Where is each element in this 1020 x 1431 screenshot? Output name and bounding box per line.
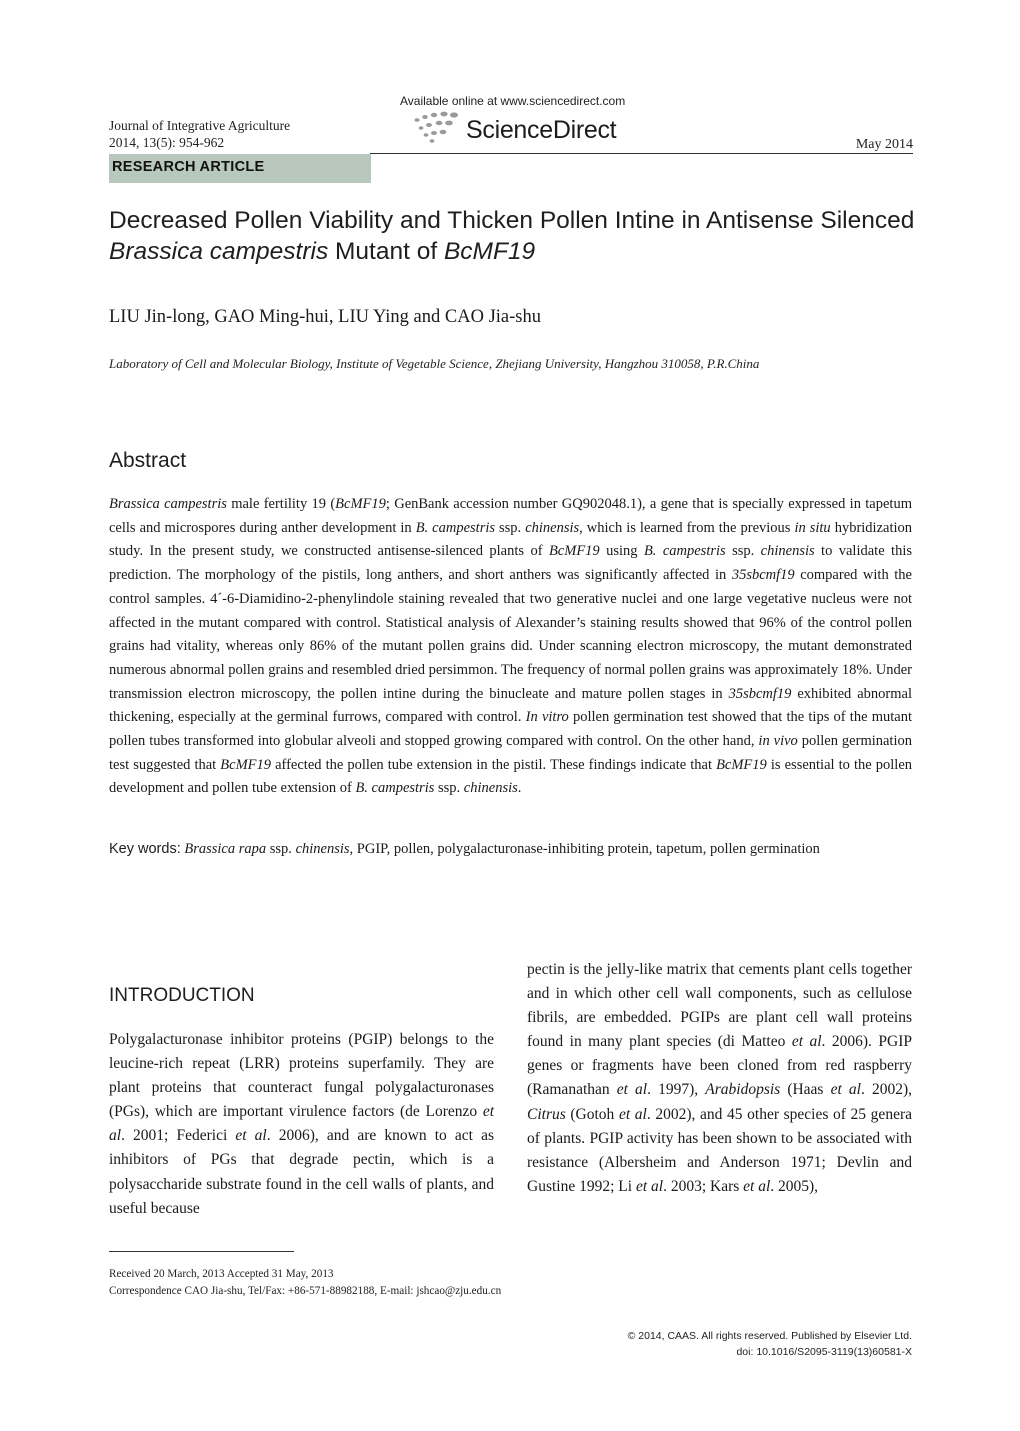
journal-info <box>109 117 290 151</box>
header-rule <box>370 153 913 154</box>
issue-date: May 2014 <box>855 137 913 152</box>
authors: LIU Jin-long, GAO Ming-hui, LIU Ying and CAO Jia-shu <box>109 307 541 327</box>
introduction-heading: INTRODUCTION <box>109 985 255 1006</box>
title-text: Mutant of <box>328 238 444 265</box>
doi-link[interactable]: doi: 10.1016/S2095-3119(13)60581-X <box>736 1346 912 1358</box>
article-title <box>109 205 919 267</box>
available-online-text: Available online at www.sciencedirect.com <box>400 94 626 108</box>
keywords-label: Key words: <box>109 841 181 857</box>
copyright-line: © 2014, CAAS. All rights reserved. Published by Elsevier Ltd. <box>627 1330 912 1342</box>
abstract-heading: Abstract <box>109 449 187 472</box>
affiliation: Laboratory of Cell and Molecular Biology, Institute of Vegetable Science, Zhejiang University, Hangzhou 310058, P.R.China <box>109 356 760 371</box>
sciencedirect-logo <box>412 108 616 148</box>
footnotes <box>109 1266 501 1299</box>
title-text: Decreased Pollen Viability and Thicken Pollen Intine in Antisense Silenced <box>109 207 915 234</box>
title-gene: BcMF19 <box>443 238 536 265</box>
received-dates: Received 20 March, 2013 Accepted 31 May, 2013 <box>109 1268 334 1280</box>
footnote-rule <box>109 1251 294 1252</box>
keywords: Key words: Brassica rapa ssp. chinensis, PGIP, pollen, polygalacturonase-inhibiting protein, tapetum, pollen germination <box>109 841 820 857</box>
copyright-block <box>628 1328 912 1360</box>
journal-name: Journal of Integrative Agriculture <box>109 118 291 133</box>
introduction-left-column: Polygalacturonase inhibitor proteins (PGIP) belongs to the leucine-rich repeat (LRR) proteins superfamily. They are plant proteins that counteract fungal polygalacturonases (PGs), which are important virulence factors (de Lorenzo et al. 2001; Federici et al. 2006), and are known to act as inhibitors of PGs that degrade pectin, which is a polysaccharide substrate found in the cell walls of plants, and useful because <box>109 1031 494 1217</box>
title-species: Brassica campestris <box>109 238 329 265</box>
journal-issue: 2014, 13(5): 954-962 <box>109 135 225 150</box>
sciencedirect-dots-icon <box>412 108 468 148</box>
sciencedirect-logo-text: ScienceDirect <box>466 115 617 144</box>
correspondence: Correspondence CAO Jia-shu, Tel/Fax: +86-571-88982188, E-mail: jshcao@zju.edu.cn <box>109 1284 502 1297</box>
abstract-body: Brassica campestris male fertility 19 (BcMF19; GenBank accession number GQ902048.1), a gene that is specially expressed in tapetum cells and microspores during anther development in B. campestris ssp. chinensis, which is learned from the previous in situ hybridization study. In the present study, we constructed antisense-silenced plants of BcMF19 using B. campestris ssp. chinensis to validate this prediction. The morphology of the pistils, long anthers, and short anthers was significantly affected in 35sbcmf19 compared with the control samples. 4´-6-Diamidino-2-phenylindole staining revealed that two generative nuclei and one large vegetative nucleus were not affected in the mutant compared with control. Statistical analysis of Alexander’s staining results showed that 96% of the control pollen grains had vitality, whereas only 86% of the mutant pollen grains did. Under scanning electron microscopy, the mutant demonstrated numerous abnormal pollen grains and resembled dried persimmon. The frequency of normal pollen grains was approximately 18%. Under transmission electron microscopy, the pollen intine during the binucleate and mature pollen stages in 35sbcmf19 exhibited abnormal thickening, especially at the germinal furrows, compared with control. In vitro pollen germination test showed that the tips of the mutant pollen tubes transformed into globular alveoli and stopped growing compared with control. On the other hand, in vivo pollen germination test suggested that BcMF19 affected the pollen tube extension in the pistil. These findings indicate that BcMF19 is essential to the pollen development and pollen tube extension of B. campestris ssp. chinensis. <box>109 496 913 797</box>
introduction-right-column: pectin is the jelly-like matrix that cements plant cells together and in which other cell wall components, such as cellulose fibrils, are embedded. PGIPs are plant cell wall proteins found in many plant species (di Matteo et al. 2006). PGIP genes or fragments have been cloned from red raspberry (Ramanathan et al. 1997), Arabidopsis (Haas et al. 2002), Citrus (Gotoh et al. 2002), and 45 other species of 25 genera of plants. PGIP activity has been shown to be associated with resistance (Albersheim and Anderson 1971; Devlin and Gustine 1992; Li et al. 2003; Kars et al. 2005), <box>527 961 912 1195</box>
article-type-badge: RESEARCH ARTICLE <box>109 154 371 183</box>
